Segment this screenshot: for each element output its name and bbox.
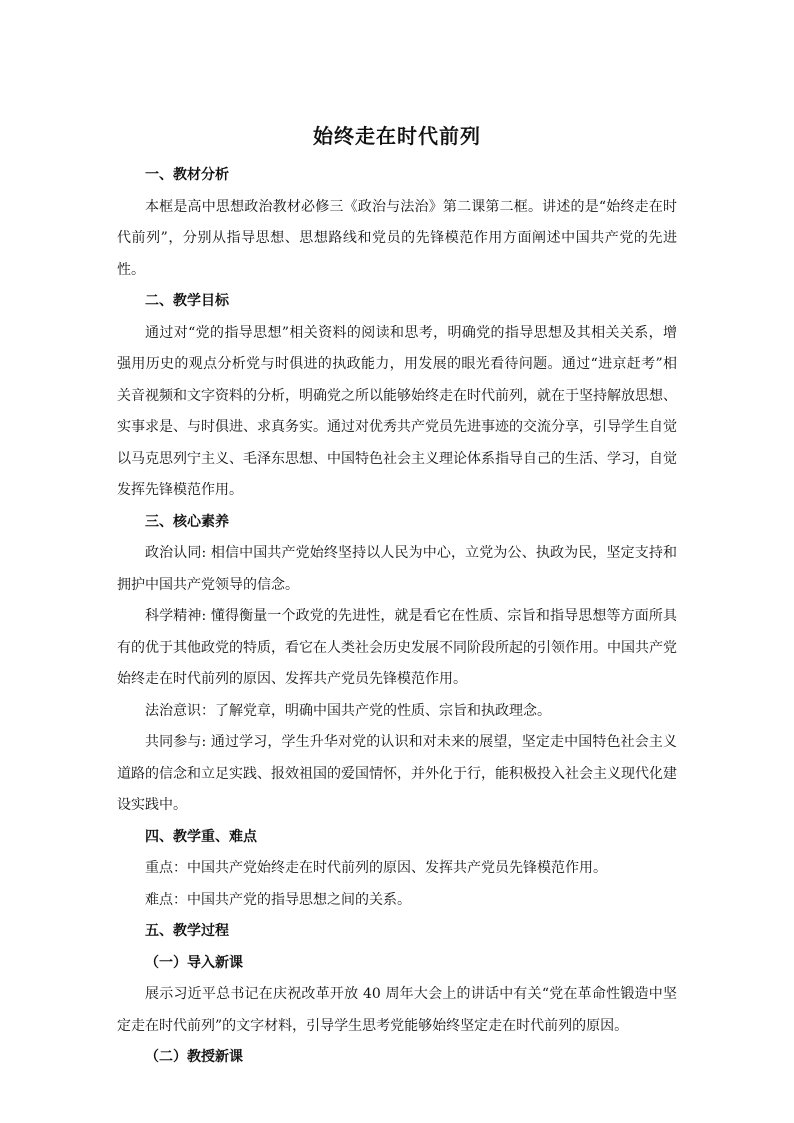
section-heading: 二、教学目标	[145, 293, 229, 309]
paragraph: 法治意识：了解党章，明确中国共产党的性质、宗旨和执政理念。	[145, 702, 551, 719]
section-heading: 四、教学重、难点	[145, 828, 257, 845]
document-body	[117, 160, 677, 1074]
paragraph: 重点：中国共产党始终走在时代前列的原因、发挥共产党员先锋模范作用。	[145, 860, 607, 876]
section-heading: 五、教学过程	[145, 923, 229, 939]
paragraph: 难点：中国共产党的指导思想之间的关系。	[145, 891, 411, 908]
subsection-heading: （二）教授新课	[145, 1049, 243, 1065]
paragraph: 本框是高中思想政治教材必修三《政治与法治》第二课第二框。讲述的是“始终走在时代前列”，分别从指导思想、思想路线和党员的先锋模范作用方面阐述中国共产党的先进性。	[117, 198, 677, 278]
document-title: 始终走在时代前列	[313, 124, 481, 148]
paragraph: 共同参与: 通过学习，学生升华对党的认识和对未来的展望，坚定走中国特色社会主义道路的信念和立足实践、报效祖国的爱国情怀，并外化于行，能积极投入社会主义现代化建设实践中。	[117, 734, 677, 813]
paragraph: 科学精神: 懂得衡量一个政党的先进性，就是看它在性质、宗旨和指导思想等方面所具有的优于其他政党的特质，看它在人类社会历史发展不同阶段所起的引领作用。中国共产党始终走在时代前列的原因、发挥共产党员先锋模范作用。	[117, 608, 677, 687]
paragraph: 政治认同: 相信中国共产党始终坚持以人民为中心，立党为公、执政为民，坚定支持和拥护中国共产党领导的信念。	[117, 545, 677, 593]
paragraph: 通过对“党的指导思想”相关资料的阅读和思考，明确党的指导思想及其相关关系，增强用历史的观点分析党与时俱进的执政能力，用发展的眼光看待问题。通过“进京赶考”相关音视频和文字资料的分析，明确党之所以能够始终走在时代前列，就在于坚持解放思想、实事求是、与时俱进、求真务实。通过对优秀共产党员先进事迹的交流分享，引导学生自觉以马克思列宁主义、毛泽东思想、中国特色社会主义理论体系指导自己的生活、学习，自觉发挥先锋模范作用。	[117, 324, 677, 498]
section-heading: 三、核心素养	[145, 513, 229, 530]
section-heading: 一、教材分析	[145, 167, 229, 183]
subsection-heading: （一）导入新课	[145, 954, 243, 971]
paragraph: 展示习近平总书记在庆祝改革开放 40 周年大会上的讲话中有关“党在革命性锻造中坚定走在时代前列”的文字材料，引导学生思考党能够始终坚定走在时代前列的原因。	[117, 986, 677, 1034]
